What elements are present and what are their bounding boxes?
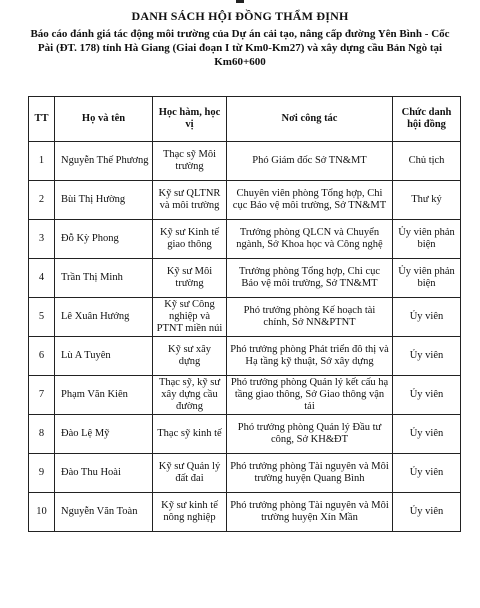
cell-name: Trần Thị Minh <box>55 259 153 298</box>
cell-degree: Thạc sỹ Môi trường <box>153 142 227 181</box>
table-row <box>29 493 461 532</box>
cell-org: Trưởng phòng QLCN và Chuyển ngành, Sở Khoa học và Công nghệ <box>227 220 393 259</box>
table-row <box>29 181 461 220</box>
document-title: DANH SÁCH HỘI ĐỒNG THẨM ĐỊNH <box>131 9 349 23</box>
cell-degree: Kỹ sư Môi trường <box>153 259 227 298</box>
cell-org: Phó trưởng phòng Tài nguyên và Môi trường huyện Xín Mần <box>227 493 393 532</box>
table-row <box>29 454 461 493</box>
cell-role: Ủy viên <box>393 493 461 532</box>
cell-degree: Kỹ sư Kinh tế giao thông <box>153 220 227 259</box>
cell-name: Đỗ Kỳ Phong <box>55 220 153 259</box>
table-row <box>29 376 461 415</box>
cell-degree: Kỹ sư Công nghiệp và PTNT miền núi <box>153 298 227 337</box>
header-degree: Học hàm, học vị <box>153 97 227 142</box>
cell-tt: 6 <box>29 337 55 376</box>
council-table <box>28 96 461 532</box>
cell-name: Phạm Văn Kiên <box>55 376 153 415</box>
document-subtitle: Báo cáo đánh giá tác động môi trường của Dự án cải tạo, nâng cấp đường Yên Bình - Cốc Pài (ĐT. 178) tỉnh Hà Giang (Giai đoạn I từ Km0-Km27) và xây dựng cầu Bản Ngò tại Km60+600 <box>30 28 450 68</box>
table-row <box>29 415 461 454</box>
cell-name: Đào Thu Hoài <box>55 454 153 493</box>
cell-name: Lù A Tuyên <box>55 337 153 376</box>
table-row <box>29 220 461 259</box>
cell-name: Đào Lệ Mỹ <box>55 415 153 454</box>
cell-tt: 10 <box>29 493 55 532</box>
cell-org: Phó trưởng phòng Kế hoạch tài chính, Sở NN&PTNT <box>227 298 393 337</box>
cell-org: Phó trưởng phòng Tài nguyên và Môi trường huyện Quang Bình <box>227 454 393 493</box>
cell-degree: Kỹ sư QLTNR và môi trường <box>153 181 227 220</box>
cell-name: Bùi Thị Hường <box>55 181 153 220</box>
cell-tt: 4 <box>29 259 55 298</box>
header-name: Họ và tên <box>55 97 153 142</box>
cell-degree: Thạc sỹ kinh tế <box>153 415 227 454</box>
cell-org: Phó Giám đốc Sở TN&MT <box>227 142 393 181</box>
cell-role: Ủy viên <box>393 454 461 493</box>
cell-name: Nguyễn Thế Phương <box>55 142 153 181</box>
cell-org: Phó trưởng phòng Quản lý Đầu tư công, Sở KH&ĐT <box>227 415 393 454</box>
cell-role: Thư ký <box>393 181 461 220</box>
cell-role: Ủy viên <box>393 298 461 337</box>
cell-role: Ủy viên <box>393 337 461 376</box>
cell-name: Nguyễn Văn Toàn <box>55 493 153 532</box>
cell-degree: Kỹ sư Quản lý đất đai <box>153 454 227 493</box>
cell-role: Ủy viên phản biện <box>393 259 461 298</box>
top-edge-mark <box>236 0 244 3</box>
cell-tt: 1 <box>29 142 55 181</box>
table-row <box>29 298 461 337</box>
cell-degree: Kỹ sư xây dựng <box>153 337 227 376</box>
table-header-row <box>29 97 461 142</box>
cell-degree: Kỹ sư kinh tế nông nghiệp <box>153 493 227 532</box>
cell-tt: 3 <box>29 220 55 259</box>
header-org: Nơi công tác <box>227 97 393 142</box>
cell-org: Trưởng phòng Tổng hợp, Chi cục Bảo vệ môi trường, Sở TN&MT <box>227 259 393 298</box>
header-role: Chức danh hội đồng <box>393 97 461 142</box>
cell-tt: 7 <box>29 376 55 415</box>
cell-role: Ủy viên phản biện <box>393 220 461 259</box>
cell-tt: 2 <box>29 181 55 220</box>
cell-tt: 8 <box>29 415 55 454</box>
cell-role: Chủ tịch <box>393 142 461 181</box>
table-row <box>29 142 461 181</box>
table-row <box>29 337 461 376</box>
cell-degree: Thạc sỹ, kỹ sư xây dựng cầu đường <box>153 376 227 415</box>
cell-org: Phó trưởng phòng Phát triển đô thị và Hạ tầng kỹ thuật, Sở xây dựng <box>227 337 393 376</box>
cell-tt: 5 <box>29 298 55 337</box>
cell-tt: 9 <box>29 454 55 493</box>
cell-role: Ủy viên <box>393 415 461 454</box>
cell-org: Chuyên viên phòng Tổng hợp, Chi cục Bảo vệ môi trường, Sở TN&MT <box>227 181 393 220</box>
table-row <box>29 259 461 298</box>
cell-org: Phó trưởng phòng Quản lý kết cấu hạ tầng giao thông, Sở Giao thông vận tải <box>227 376 393 415</box>
header-tt: TT <box>29 97 55 142</box>
cell-name: Lê Xuân Hướng <box>55 298 153 337</box>
cell-role: Ủy viên <box>393 376 461 415</box>
